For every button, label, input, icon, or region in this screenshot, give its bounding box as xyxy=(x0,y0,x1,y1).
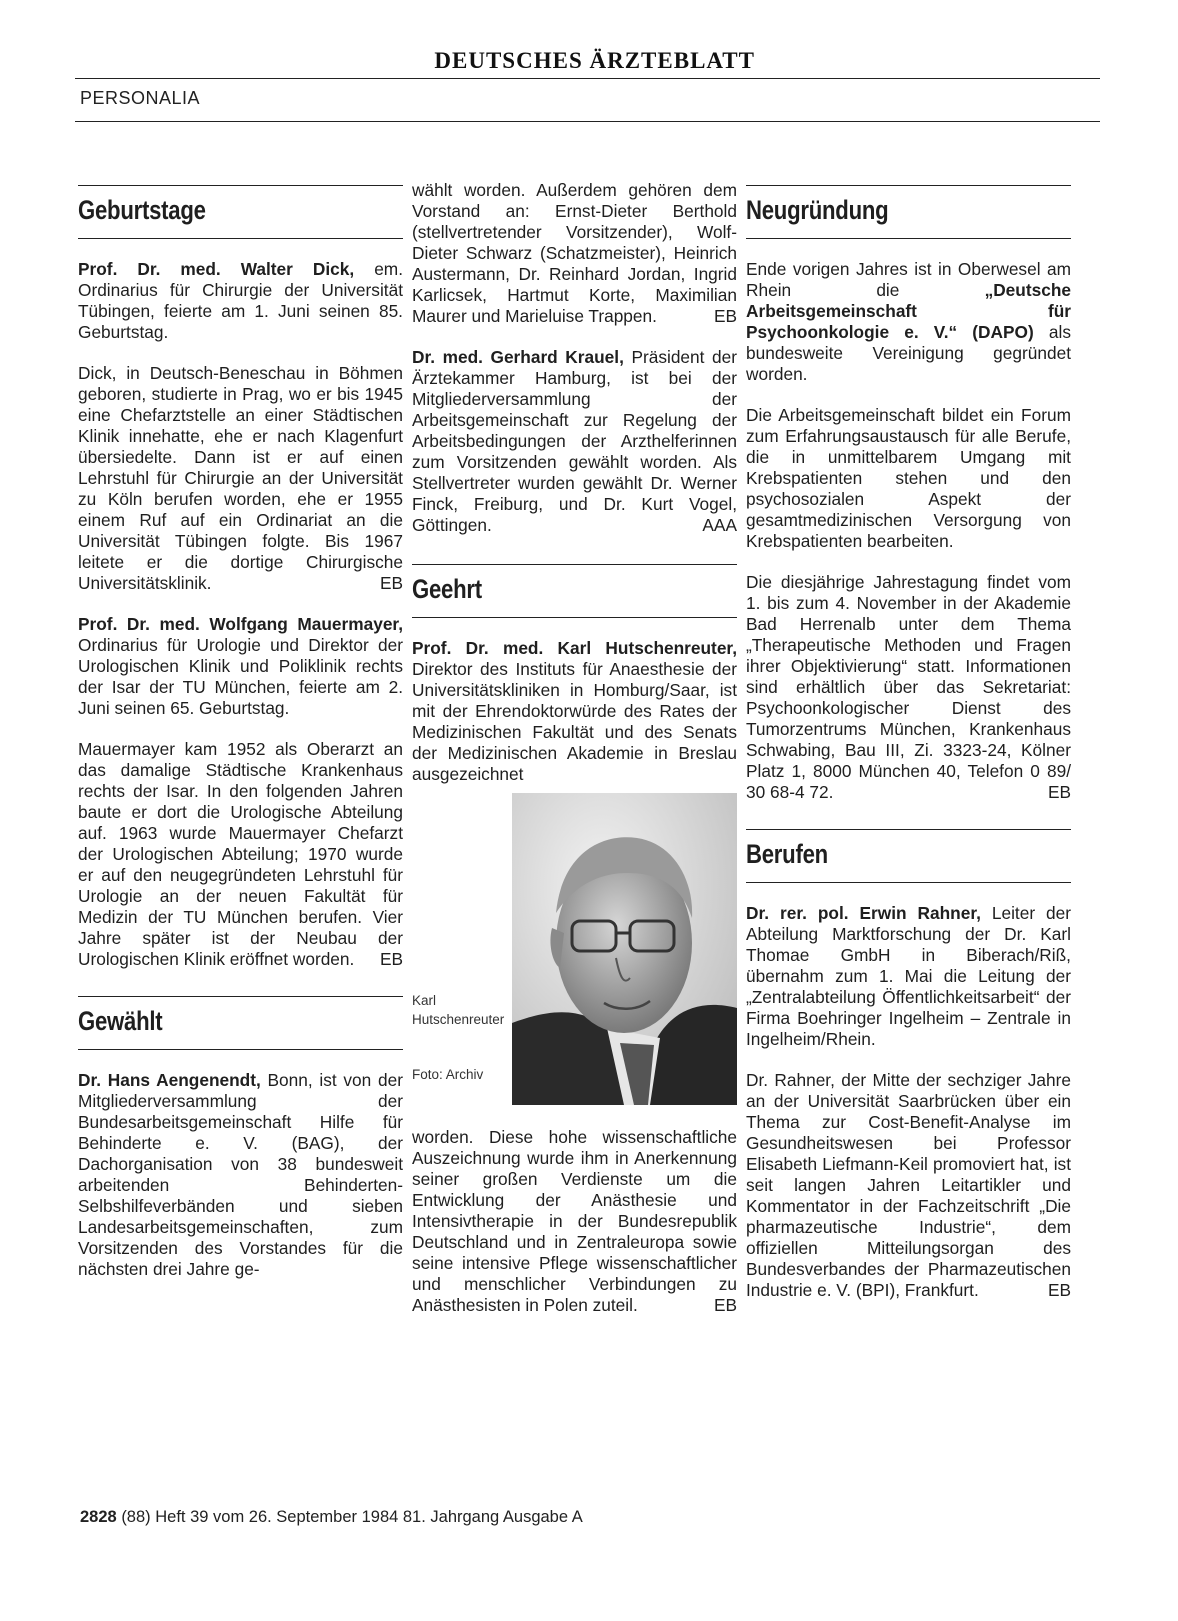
article-krauel-text: Präsident der Ärztekammer Hamburg, ist bei der Mitgliederversammlung der Arbeitsgemeinschaft zur Regelung der Arbeitsbedingungen der Arzthelferinnen zum Vorsitzenden gewählt worden. Als Stellvertreter wurden gewählt Dr. Werner Finck, Freiburg, und Dr. Kurt Vogel, Göttingen. xyxy=(412,347,737,535)
heading-berufen xyxy=(746,829,1071,883)
masthead-title: DEUTSCHES ÄRZTEBLATT xyxy=(434,48,755,73)
article-dick-text: em. Ordinarius für Chirurgie der Universität Tübingen, feierte am 1. Juni seinen 85. Geburtstag. xyxy=(78,259,404,342)
column-left xyxy=(78,185,403,1300)
heading-gewaehlt xyxy=(78,996,403,1050)
page-footer xyxy=(80,1508,583,1527)
section-label: PERSONALIA xyxy=(80,88,201,108)
portrait-illustration xyxy=(512,793,737,1105)
portrait-figure xyxy=(412,793,737,1113)
masthead xyxy=(75,44,1100,79)
article-dapo-text-b: als bundesweite Vereinigung gegründet worden. xyxy=(746,322,1071,384)
article-mauermayer-bio-text: Mauermayer kam 1952 als Oberarzt an das damalige Städtische Krankenhaus rechts der Isar. In den folgenden Jahren baute er dort die Urologische Abteilung auf. 1963 wurde Mauermayer Chefarzt der Urologischen Abteilung; 1970 wurde er auf den neugegründeten Lehrstuhl für Urologie an der neuen Fakultät für Medizin der TU München berufen. Vier Jahre später ist der Neubau der Urologischen Klinik eröffnet worden. xyxy=(78,739,403,969)
signature: EB xyxy=(1047,1280,1071,1300)
article-dapo-text-a: Ende vorigen Jahres ist in Oberwesel am Rhein die xyxy=(746,259,1071,300)
column-right xyxy=(746,185,1071,1321)
heading-gewaehlt-text: Gewählt xyxy=(78,1006,163,1036)
column-middle xyxy=(412,180,737,1336)
name-karl-hutschenreuter: Prof. Dr. med. Karl Hutschenreuter, xyxy=(412,638,737,658)
heading-berufen-text: Berufen xyxy=(746,839,828,869)
name-walter-dick: Prof. Dr. med. Walter Dick, xyxy=(78,259,355,279)
article-hutschenreuter xyxy=(412,638,737,785)
heading-geehrt xyxy=(412,564,737,618)
article-aengenendt xyxy=(78,1070,403,1280)
page-number: 2828 xyxy=(80,1508,117,1526)
article-krauel xyxy=(412,347,737,536)
signature: EB xyxy=(713,1295,737,1315)
portrait-photo xyxy=(512,793,737,1105)
article-hutschenreuter-text: Direktor des Instituts für Anaesthesie der Universitätskliniken in Homburg/Saar, ist mit der Ehrendoktorwürde des Rates der Medizinischen Fakultät und des Senats der Medizinischen Akademie in Breslau ausgezeichnet xyxy=(412,659,737,784)
article-rahner xyxy=(746,903,1071,1050)
article-dapo-tagung-text: Die diesjährige Jahrestagung findet vom 1. bis zum 4. November in der Akademie Bad Herrenalb unter dem Thema „Therapeutische Methoden und Fragen ihrer Objektivierung“ statt. Informationen sind erhältlich über das Sekretariat: Psychoonkologischer Dienst des Tumorzentrums München, Krankenhaus Schwabing, Bau III, Zi. 3323-24, Kölner Platz 1, 8000 München 40, Telefon 0 89/ 30 68-4 72. xyxy=(746,572,1071,802)
article-dick xyxy=(78,259,403,343)
signature: EB xyxy=(713,306,737,326)
heading-geburtstage-text: Geburtstage xyxy=(78,195,206,225)
article-mauermayer-text: Ordinarius für Urologie und Direktor der Urologischen Klinik und Poliklinik rechts der Isar der TU München, feierte am 2. Juni seinen 65. Geburtstag. xyxy=(78,635,403,718)
article-hutschenreuter-continued-text: worden. Diese hohe wissenschaftliche Auszeichnung wurde ihm in Anerkennung seiner großen Verdienste um die Entwicklung der Anästhesie und Intensivtherapie in der Bundesrepublik Deutschland und in Zentraleuropa sowie seine intensive Pflege wissenschaftlicher und menschlicher Verbindungen zu Anästhesisten in Polen zuteil. xyxy=(412,1127,737,1315)
heading-neugruendung xyxy=(746,185,1071,239)
name-wolfgang-mauermayer: Prof. Dr. med. Wolfgang Mauermayer, xyxy=(78,614,403,634)
name-hans-aengenendt: Dr. Hans Aengenendt, xyxy=(78,1070,261,1090)
article-dapo xyxy=(746,259,1071,385)
signature: EB xyxy=(379,573,403,593)
signature: EB xyxy=(379,949,403,969)
article-hutschenreuter-continued xyxy=(412,1127,737,1316)
heading-geehrt-text: Geehrt xyxy=(412,574,482,604)
photo-credit: Foto: Archiv xyxy=(412,1067,484,1082)
issue-info: (88) Heft 39 vom 26. September 1984 81. Jahrgang Ausgabe A xyxy=(121,1508,583,1526)
section-divider xyxy=(75,121,1100,122)
article-bag-continued-text: wählt worden. Außerdem gehören dem Vorstand an: Ernst-Dieter Berthold (stellvertretender Vorsitzender), Wolf-Dieter Schwarz (Schatzmeister), Heinrich Austermann, Dr. Reinhard Jordan, Ingrid Karlicsek, Hartmut Korte, Maximilian Maurer und Marieluise Trappen. xyxy=(412,180,737,326)
signature: EB xyxy=(1047,782,1071,802)
article-bag-continued xyxy=(412,180,737,327)
heading-geburtstage xyxy=(78,185,403,239)
article-dapo-tagung xyxy=(746,572,1071,803)
article-rahner-bio-text: Dr. Rahner, der Mitte der sechziger Jahre an der Universität Saarbrücken über ein Thema zur Cost-Benefit-Analyse im Gesundheitswesen bei Professor Elisabeth Liefmann-Keil promoviert hat, ist seit langen Jahren Leitartikler und Kommentator in der Fachzeitschrift „Die pharmazeutische Industrie“, dem offiziellen Mitteilungsorgan des Bundesverbandes der Pharmazeutischen Industrie e. V. (BPI), Frankfurt. xyxy=(746,1070,1071,1300)
article-dapo-forum-text: Die Arbeitsgemeinschaft bildet ein Forum zum Erfahrungsaustausch für alle Berufe, die in unmittelbarem Umgang mit Krebspatienten stehen und den psychosozialen Aspekt der gesamtmedizinischen Versorgung von Krebspatienten bearbeiten. xyxy=(746,405,1071,551)
article-rahner-bio xyxy=(746,1070,1071,1301)
name-gerhard-krauel: Dr. med. Gerhard Krauel, xyxy=(412,347,624,367)
name-dapo: „Deutsche Arbeitsgemeinschaft für Psychoonkologie e. V.“ (DAPO) xyxy=(746,280,1071,342)
article-dick-bio xyxy=(78,363,403,594)
article-aengenendt-text: Bonn, ist von der Mitgliederversammlung der Bundesarbeitsgemeinschaft Hilfe für Behinderte e. V. (BAG), der Dachorganisation von 38 bundesweit arbeitenden Behinderten-Selbshilfeverbänden und sieben Landesarbeitsgemeinschaften, zum Vorsitzenden des Vorstandes für die nächsten drei Jahre ge- xyxy=(78,1070,403,1279)
photo-caption: Karl Hutschenreuter xyxy=(412,993,505,1027)
heading-neugruendung-text: Neugründung xyxy=(746,195,889,225)
article-dick-bio-text: Dick, in Deutsch-Beneschau in Böhmen geboren, studierte in Prag, wo er bis 1945 eine Chefarztstelle an einer Städtischen Klinik innehatte, ehe er nach Klagenfurt übersiedelte. Dann ist er auf einen Lehrstuhl für Chirurgie an der Universität zu Köln berufen worden, ehe er 1955 einem Ruf auf ein Ordinariat an die Universität Tübingen folgte. Bis 1967 leitete er die dortige Chirurgische Universitätsklinik. xyxy=(78,363,403,593)
signature: AAA xyxy=(702,515,737,535)
article-dapo-forum xyxy=(746,405,1071,552)
name-erwin-rahner: Dr. rer. pol. Erwin Rahner, xyxy=(746,903,981,923)
article-rahner-text: Leiter der Abteilung Marktforschung der Dr. Karl Thomae GmbH in Biberach/Riß, übernahm zum 1. Mai die Leitung der „Zentralabteilung Öffentlichkeitsarbeit“ der Firma Boehringer Ingelheim – Zentrale in Ingelheim/Rhein. xyxy=(746,903,1072,1049)
article-mauermayer xyxy=(78,614,403,719)
article-mauermayer-bio xyxy=(78,739,403,970)
